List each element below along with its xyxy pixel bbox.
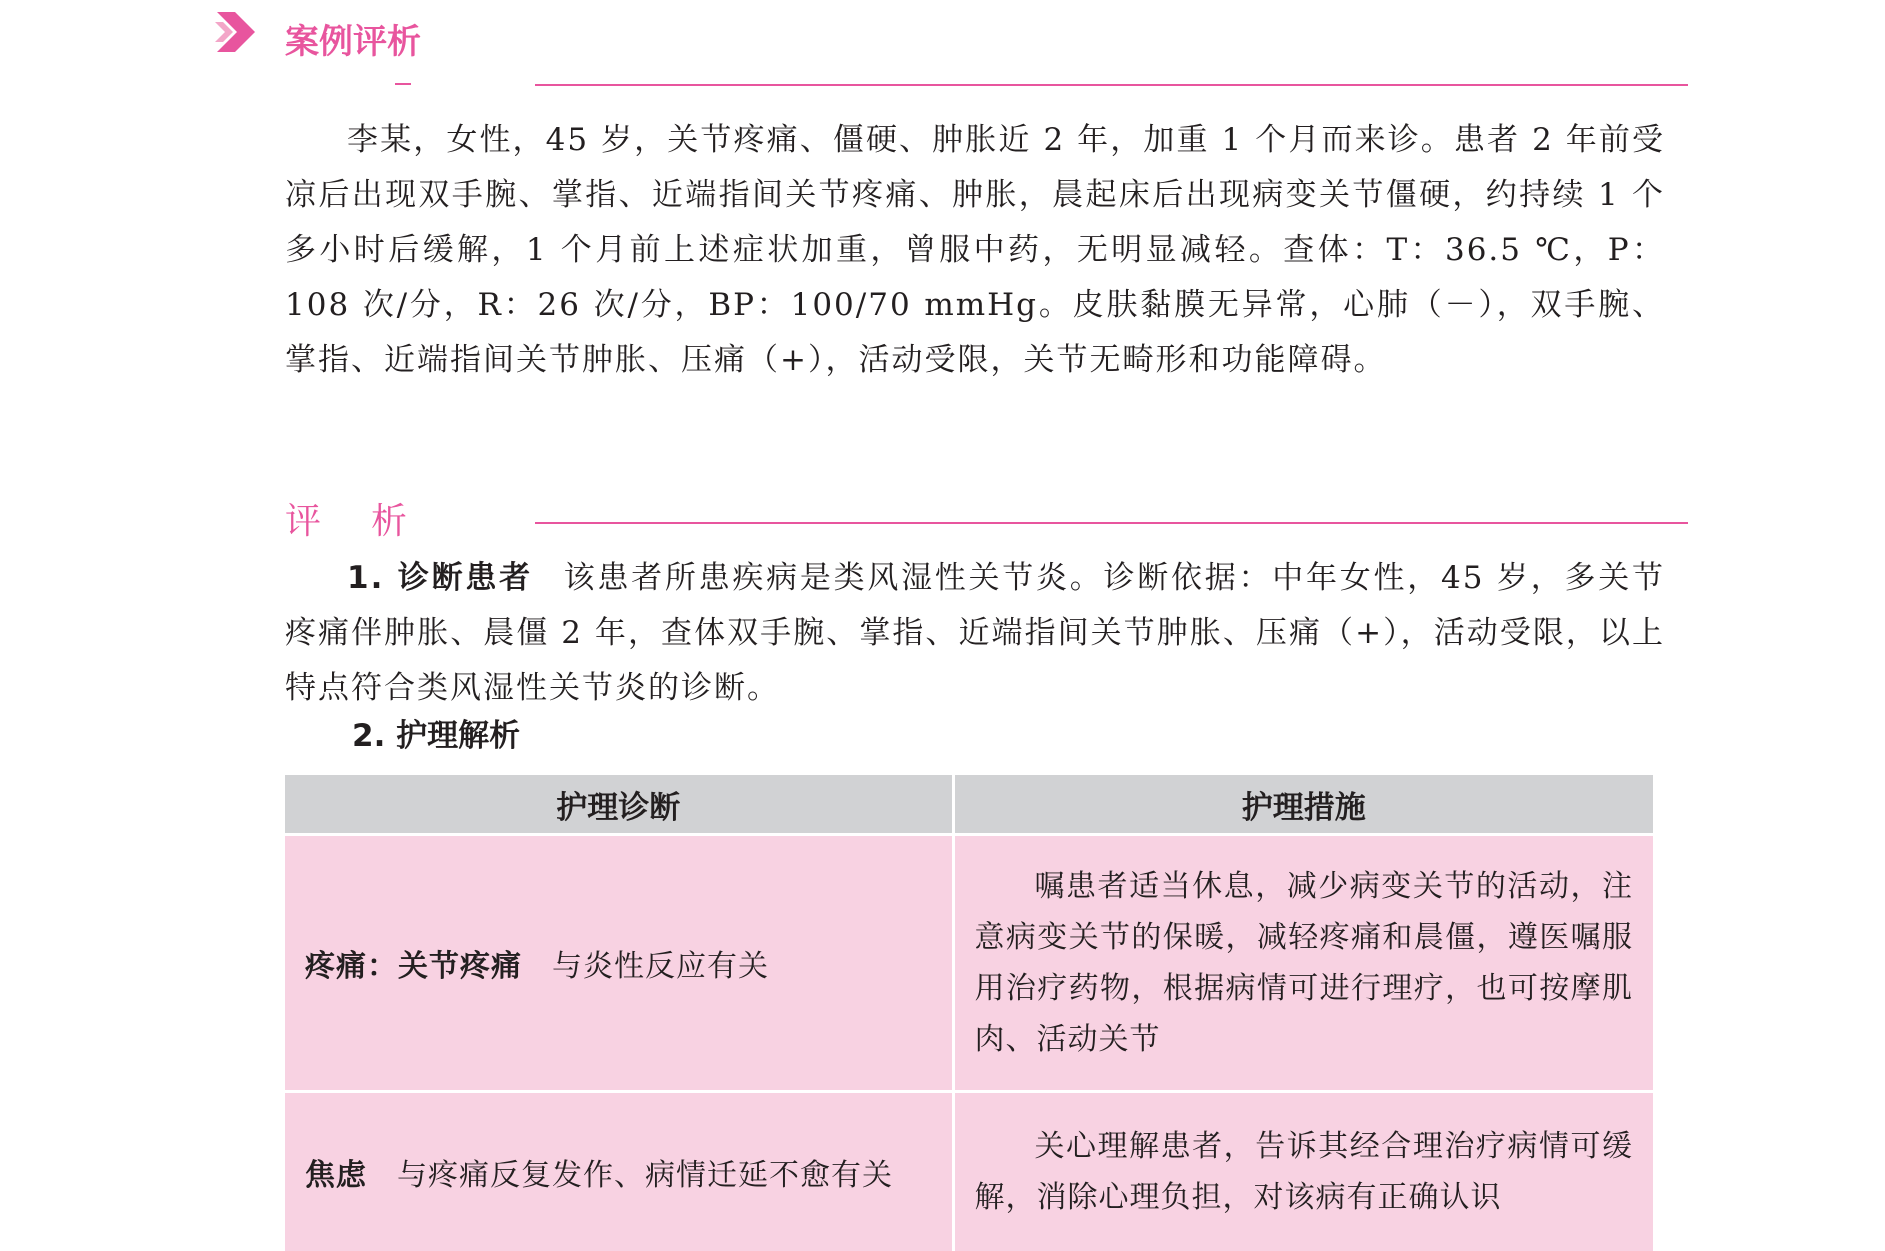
- diagnosis-cell: [285, 835, 953, 1092]
- measures-cell: 嘱患者适当休息，减少病变关节的活动，注意病变关节的保暖，减轻疼痛和晨僵，遵医嘱服用治疗药物，根据病情可进行理疗，也可按摩肌肉、活动关节: [953, 835, 1653, 1092]
- diagnosis-bold: 疼痛：关节疼痛: [305, 949, 522, 984]
- diagnosis-text: 该患者所患疾病是类风湿性关节炎。诊断依据：中年女性，45 岁，多关节疼痛伴肿胀、晨僵 2 年，查体双手腕、掌指、近端指间关节肿胀、压痛（+），活动受限，以上特点符合类风湿性关节炎的诊断。: [285, 560, 1665, 706]
- nursing-analysis-label: 2. 护理解析: [352, 718, 520, 754]
- diagnosis-bold: 焦虑: [305, 1158, 367, 1193]
- case-divider-line: [535, 84, 1688, 86]
- double-chevron-right-icon: [215, 8, 259, 60]
- diagnosis-rest: 与疼痛反复发作、病情迁延不愈有关: [397, 1158, 893, 1193]
- nursing-analysis-heading: [352, 710, 520, 755]
- measures-cell: 关心理解患者，告诉其经合理治疗病情可缓解，消除心理负担，对该病有正确认识: [953, 1092, 1653, 1251]
- case-paragraph: 李某，女性，45 岁，关节疼痛、僵硬、肿胀近 2 年，加重 1 个月而来诊。患者 2 年前受凉后出现双手腕、掌指、近端指间关节疼痛、肿胀，晨起床后出现病变关节僵硬，约持续 1 个多小时后缓解，1 个月前上述症状加重，曾服中药，无明显减轻。查体：T：36.5 ℃，P：108 次/分，R：26 次/分，BP：100/70 mmHg。皮肤黏膜无异常，心肺（－），双手腕、掌指、近端指间关节肿胀、压痛（+），活动受限，关节无畸形和功能障碍。: [285, 113, 1665, 388]
- header-nursing-measures: 护理措施: [953, 775, 1653, 835]
- short-dash-divider: [395, 83, 411, 85]
- nursing-table: [285, 775, 1653, 1251]
- diagnosis-rest: 与炎性反应有关: [552, 949, 769, 984]
- analysis-divider-line: [535, 522, 1688, 524]
- table-row: [285, 1092, 1653, 1251]
- section-title: 案例评析: [285, 14, 421, 63]
- diagnosis-cell: [285, 1092, 953, 1251]
- header-nursing-diagnosis: 护理诊断: [285, 775, 953, 835]
- analysis-heading: 评析: [285, 493, 457, 544]
- table-header-row: [285, 775, 1653, 835]
- diagnosis-paragraph: [285, 551, 1665, 716]
- table-row: [285, 835, 1653, 1092]
- diagnosis-label: 1. 诊断患者: [347, 560, 533, 596]
